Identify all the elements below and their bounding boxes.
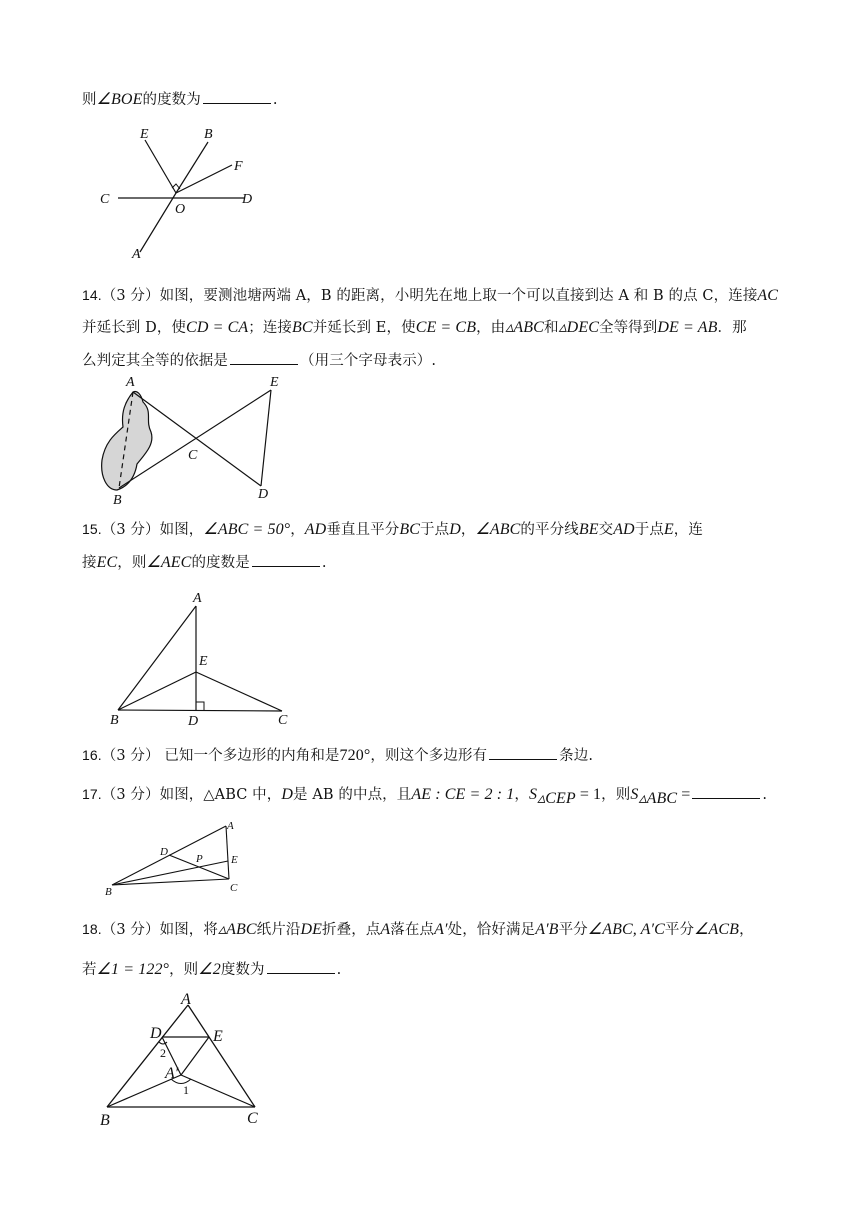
label-o: O xyxy=(175,202,186,217)
answer-blank[interactable] xyxy=(252,564,320,567)
label-angle-1: 1 xyxy=(183,1083,189,1097)
label-p: P xyxy=(196,853,203,865)
q15-line-2: 接EC，则∠AEC的度数是 . xyxy=(82,554,327,571)
answer-blank[interactable] xyxy=(692,796,760,799)
q18-line-2: 若∠1 = 122°，则∠2度数为 . xyxy=(82,961,342,978)
q13-answer-line: 则∠BOE的度数为 . xyxy=(82,91,278,108)
label-a: A xyxy=(227,820,234,832)
label-angle-2: 2 xyxy=(160,1046,166,1060)
label-c: C xyxy=(188,448,198,463)
answer-blank[interactable] xyxy=(203,101,271,104)
q17-figure xyxy=(100,815,260,900)
label-a: A xyxy=(126,375,135,390)
label-d: D xyxy=(258,487,269,502)
label-f: F xyxy=(234,159,243,174)
label-c: C xyxy=(100,192,110,207)
q14-line-3: 么判定其全等的依据是 （用三个字母表示）. xyxy=(82,353,437,369)
label-a: A xyxy=(132,247,141,262)
q17-line-1: 17.（3 分）如图，△ABC 中，D是 AB 的中点，且AE : CE = 2 : 1，$S_{▵CEP} = 1$，则$S_{▵ABC}$ = . xyxy=(82,786,768,807)
label-b: B xyxy=(100,1112,110,1129)
label-a-prime: A′ xyxy=(165,1065,179,1082)
label-c: C xyxy=(278,713,288,728)
q18-figure xyxy=(97,990,277,1135)
answer-blank[interactable] xyxy=(489,757,557,760)
label-a: A xyxy=(181,991,191,1008)
label-c: C xyxy=(230,882,238,894)
q13-figure xyxy=(90,120,270,265)
q16-line-1: 16.（3 分） 已知一个多边形的内角和是720°，则这个多边形有 条边. xyxy=(82,747,594,764)
q14-line-1: 14.（3 分）如图，要测池塘两端 A，B 的距离，小明先在地上取一个可以直接到达 A 和 B 的点 C，连接AC xyxy=(82,287,779,304)
q15-figure xyxy=(108,588,308,728)
label-e: E xyxy=(199,654,208,669)
label-b: B xyxy=(110,713,119,728)
label-a: A xyxy=(193,591,202,606)
q14-line-2: 并延长到 D，使CD = CA；连接BC并延长到 E，使CE = CB，由▵ABC和▵DEC全等得到DE = AB．那 xyxy=(82,319,747,336)
label-d: D xyxy=(242,192,253,207)
q18-line-1: 18.（3 分）如图，将▵ABC纸片沿DE折叠，点A落在点A′处，恰好满足A′B平分∠ABC, A′C平分∠ACB， xyxy=(82,921,754,938)
answer-blank[interactable] xyxy=(230,362,298,365)
label-e: E xyxy=(213,1028,223,1045)
label-e: E xyxy=(231,854,238,866)
label-b: B xyxy=(105,886,112,898)
label-b: B xyxy=(113,493,122,508)
label-e: E xyxy=(270,375,279,390)
q14-figure xyxy=(95,372,295,507)
q15-line-1: 15.（3 分）如图，∠ABC = 50°，AD垂直且平分BC于点D，∠ABC的平分线BE交AD于点E，连 xyxy=(82,521,703,538)
label-e: E xyxy=(140,127,149,142)
answer-blank[interactable] xyxy=(267,971,335,974)
label-b: B xyxy=(204,127,213,142)
label-d: D xyxy=(188,714,199,729)
label-d: D xyxy=(150,1025,162,1042)
label-d: D xyxy=(160,846,168,858)
label-c: C xyxy=(247,1110,258,1127)
